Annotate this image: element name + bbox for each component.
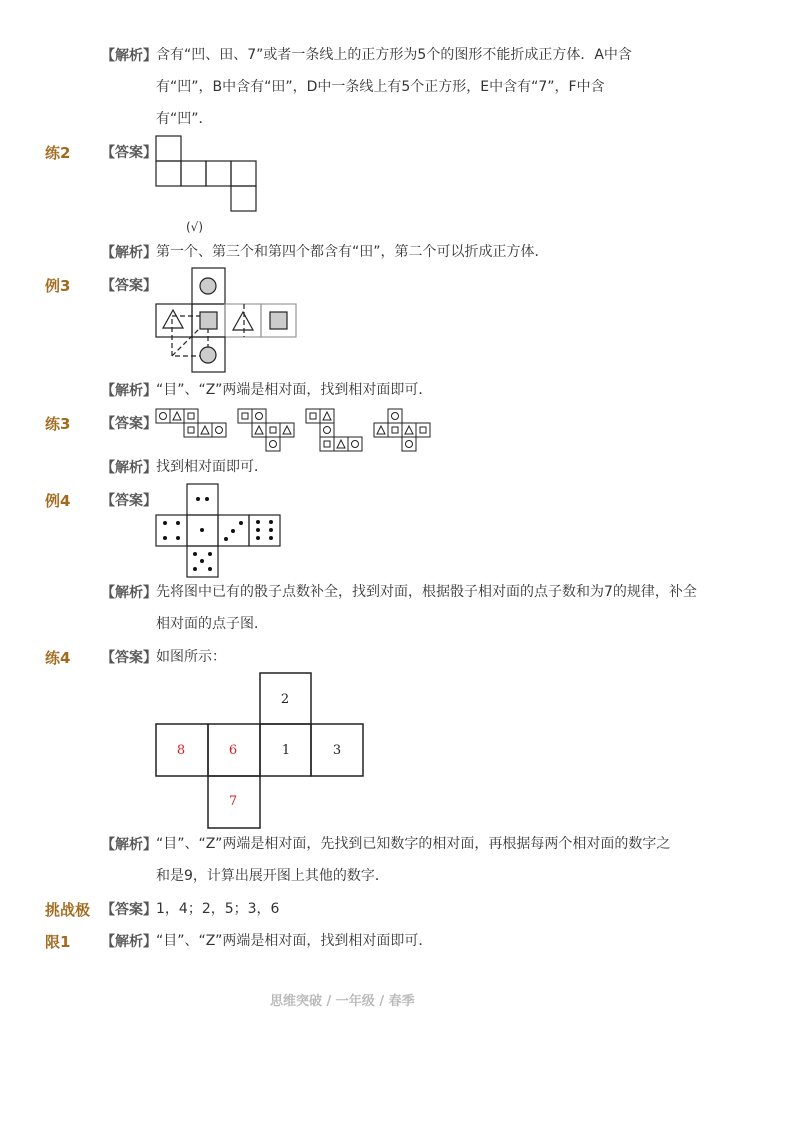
ex4-analysis-line-2: 相对面的点子图． (156, 616, 268, 632)
challenge-label-line-2: 限1 (45, 933, 71, 951)
pr3-analysis: 找到相对面即可． (156, 459, 268, 475)
challenge-analysis: “目”、“Z”两端是相对面，找到相对面即可． (156, 933, 433, 949)
page-footer: 思维突破 / 一年级 / 春季 (270, 994, 415, 1009)
pr4-analysis-line-2: 和是9，计算出展开图上其他的数字． (156, 868, 389, 884)
answer-tag: 【答案】 (101, 493, 157, 509)
intro-line-1: 含有“凹、田、7”或者一条线上的正方形为5个的图形不能折成正方体．A中含 (156, 47, 632, 63)
ex4-dice-net-figure (150, 480, 286, 580)
ex2-check-mark: (√) (186, 220, 204, 234)
answer-tag: 【答案】 (101, 278, 157, 294)
ex3-cube-net-figure (150, 264, 300, 376)
cell-left: 8 (176, 743, 186, 758)
cell-left2: 6 (228, 743, 238, 758)
intro-line-3: 有“凹”． (156, 111, 213, 127)
pr4-analysis-line-1: “目”、“Z”两端是相对面，先找到已知数字的相对面，再根据每两个相对面的数字之 (156, 836, 671, 852)
ex3-label: 例3 (45, 277, 71, 295)
cell-bottom: 7 (228, 794, 238, 809)
analysis-tag: 【解析】 (101, 934, 157, 950)
answer-tag: 【答案】 (101, 416, 157, 432)
ex4-label: 例4 (45, 492, 71, 510)
answer-tag: 【答案】 (101, 650, 157, 666)
pr4-answer: 如图所示： (156, 649, 226, 665)
challenge-label-line-1: 挑战极 (45, 901, 91, 919)
pr3-label: 练3 (45, 415, 71, 433)
analysis-tag: 【解析】 (101, 837, 157, 853)
pr4-number-net-figure (150, 668, 370, 833)
challenge-answer: 1，4；2，5；3，6 (156, 901, 280, 917)
cell-top: 2 (280, 692, 290, 707)
ex3-analysis: “目”、“Z”两端是相对面，找到相对面即可． (156, 382, 433, 398)
ex2-label: 练2 (45, 144, 71, 162)
pr4-label: 练4 (45, 649, 71, 667)
analysis-tag: 【解析】 (101, 48, 157, 64)
analysis-tag: 【解析】 (101, 383, 157, 399)
analysis-tag: 【解析】 (101, 245, 157, 261)
answer-tag: 【答案】 (101, 145, 157, 161)
ex4-analysis-line-1: 先将图中已有的骰子点数补全，找到对面，根据骰子相对面的点子数和为7的规律，补全 (156, 584, 697, 600)
cell-center: 1 (281, 743, 291, 758)
answer-tag: 【答案】 (101, 902, 157, 918)
cell-right: 3 (332, 743, 342, 758)
intro-line-2: 有“凹”，B中含有“田”，D中一条线上有5个正方形，E中含有“7”，F中含 (156, 79, 605, 95)
pr3-nets-figure (150, 403, 440, 453)
analysis-tag: 【解析】 (101, 585, 157, 601)
analysis-tag: 【解析】 (101, 460, 157, 476)
ex2-net-figure (150, 130, 265, 218)
ex2-analysis: 第一个、第三个和第四个都含有“田”，第二个可以折成正方体． (156, 244, 549, 260)
circle-icon (200, 278, 216, 294)
